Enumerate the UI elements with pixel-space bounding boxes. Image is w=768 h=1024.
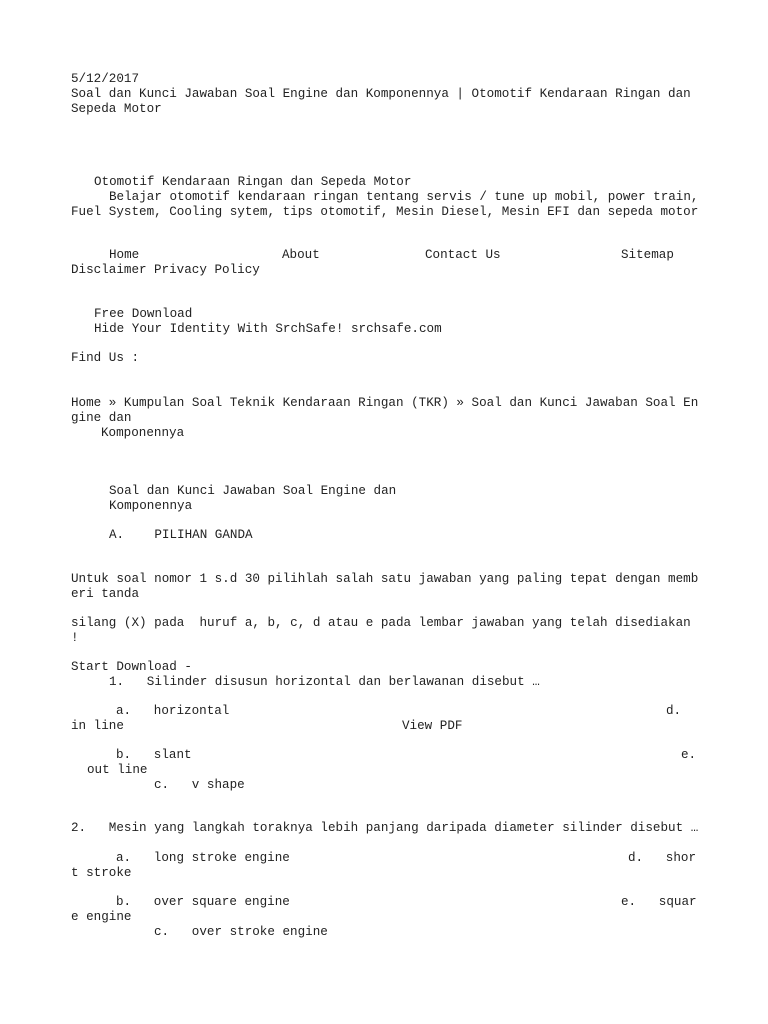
start-download-link[interactable]: Start Download -: [71, 660, 192, 674]
site-tagline: Belajar otomotif kendaraan ringan tentang servis / tune up mobil, power train,: [109, 190, 699, 204]
option-e: e. squar: [621, 895, 697, 909]
article-title-continued: Komponennya: [109, 499, 193, 513]
option-d: d.: [666, 704, 682, 718]
nav-privacy-link[interactable]: Privacy Policy: [154, 263, 260, 277]
option-e-text: e engine: [71, 910, 132, 924]
view-pdf-link[interactable]: View PDF: [402, 719, 463, 733]
breadcrumb-line[interactable]: gine dan: [71, 411, 132, 425]
find-us-label: Find Us :: [71, 351, 140, 365]
article-title: Soal dan Kunci Jawaban Soal Engine dan: [109, 484, 397, 498]
nav-home-link[interactable]: Home: [109, 248, 140, 262]
breadcrumb-line[interactable]: Home » Kumpulan Soal Teknik Kendaraan Ringan (TKR) » Soal dan Kunci Jawaban Soal En: [71, 396, 699, 410]
nav-about-link[interactable]: About: [282, 248, 320, 262]
page-title-continued: Sepeda Motor: [71, 102, 162, 116]
option-c: c. over stroke engine: [154, 925, 328, 939]
question-text: 1. Silinder disusun horizontal dan berlawanan disebut …: [109, 675, 540, 689]
option-a: a. horizontal: [116, 704, 230, 718]
breadcrumb-current: Komponennya: [101, 426, 185, 440]
instruction-text: eri tanda: [71, 587, 140, 601]
site-name[interactable]: Otomotif Kendaraan Ringan dan Sepeda Motor: [94, 175, 412, 189]
option-b: b. over square engine: [116, 895, 290, 909]
nav-contact-link[interactable]: Contact Us: [425, 248, 501, 262]
option-d-text: t stroke: [71, 866, 132, 880]
site-tagline-continued: Fuel System, Cooling sytem, tips otomotif, Mesin Diesel, Mesin EFI dan sepeda motor: [71, 205, 699, 219]
instruction-text: Untuk soal nomor 1 s.d 30 pilihlah salah satu jawaban yang paling tepat dengan memb: [71, 572, 699, 586]
nav-sitemap-link[interactable]: Sitemap: [621, 248, 674, 262]
nav-disclaimer-link[interactable]: Disclaimer: [71, 263, 147, 277]
instruction-text: !: [71, 631, 79, 645]
instruction-text: silang (X) pada huruf a, b, c, d atau e pada lembar jawaban yang telah disediakan: [71, 616, 691, 630]
option-e-text: out line: [87, 763, 148, 777]
option-b: b. slant: [116, 748, 192, 762]
option-a: a. long stroke engine: [116, 851, 290, 865]
question-text: 2. Mesin yang langkah toraknya lebih panjang daripada diameter silinder disebut …: [71, 821, 699, 835]
section-heading: A. PILIHAN GANDA: [109, 528, 253, 542]
option-d-text: in line: [71, 719, 124, 733]
free-download-link[interactable]: Free Download: [94, 307, 193, 321]
ad-link[interactable]: Hide Your Identity With SrchSafe! srchsafe.com: [94, 322, 442, 336]
option-c: c. v shape: [154, 778, 245, 792]
option-e: e.: [681, 748, 697, 762]
print-date: 5/12/2017: [71, 72, 140, 86]
page-title: Soal dan Kunci Jawaban Soal Engine dan Komponennya | Otomotif Kendaraan Ringan dan: [71, 87, 691, 101]
option-d: d. shor: [628, 851, 697, 865]
